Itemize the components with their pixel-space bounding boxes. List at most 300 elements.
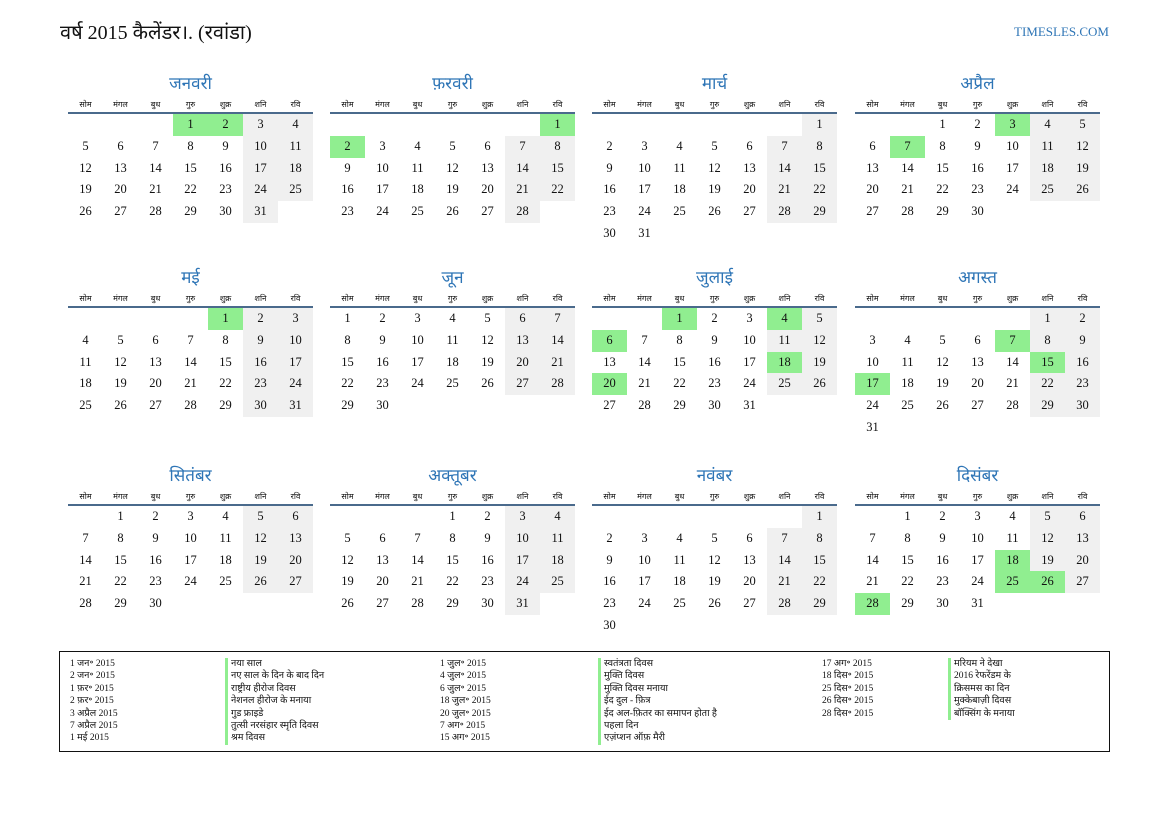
day-cell[interactable]: 13 [114, 160, 127, 175]
day-cell[interactable]: 8 [187, 138, 194, 153]
day-cell[interactable]: 4 [904, 332, 911, 347]
day-cell[interactable]: 16 [481, 552, 494, 567]
day-cell[interactable]: 10 [184, 530, 197, 545]
day-cell[interactable]: 4 [1009, 509, 1016, 523]
day-cell[interactable]: 26 [243, 571, 278, 593]
day-cell[interactable]: 25 [767, 373, 802, 395]
holiday-day-cell[interactable]: 2 [208, 114, 243, 136]
day-cell[interactable]: 11 [901, 354, 914, 369]
day-cell[interactable]: 15 [901, 552, 914, 567]
day-cell[interactable]: 16 [971, 160, 984, 175]
day-cell[interactable]: 15 [802, 158, 837, 180]
day-cell[interactable]: 8 [540, 136, 575, 158]
day-cell[interactable]: 10 [971, 530, 984, 545]
day-cell[interactable]: 8 [802, 136, 837, 158]
day-cell[interactable]: 6 [974, 332, 981, 347]
day-cell[interactable]: 30 [936, 596, 949, 611]
day-cell[interactable]: 30 [376, 398, 389, 413]
day-cell[interactable]: 22 [1030, 373, 1065, 395]
day-cell[interactable]: 21 [901, 182, 914, 197]
day-cell[interactable]: 23 [219, 182, 232, 197]
day-cell[interactable]: 27 [376, 596, 389, 611]
day-cell[interactable]: 24 [743, 376, 756, 391]
day-cell[interactable]: 20 [743, 574, 756, 589]
day-cell[interactable]: 10 [411, 332, 424, 347]
day-cell[interactable]: 8 [344, 332, 351, 347]
day-cell[interactable]: 4 [222, 509, 229, 523]
holiday-day-cell[interactable]: 7 [995, 330, 1030, 352]
day-cell[interactable]: 4 [676, 138, 683, 153]
day-cell[interactable]: 14 [184, 354, 197, 369]
day-cell[interactable]: 26 [936, 398, 949, 413]
day-cell[interactable]: 2 [939, 509, 946, 523]
day-cell[interactable]: 17 [638, 182, 651, 197]
day-cell[interactable]: 9 [939, 530, 946, 545]
day-cell[interactable]: 29 [184, 204, 197, 219]
day-cell[interactable]: 28 [184, 398, 197, 413]
day-cell[interactable]: 20 [114, 182, 127, 197]
day-cell[interactable]: 29 [802, 593, 837, 615]
day-cell[interactable]: 25 [278, 179, 313, 201]
day-cell[interactable]: 3 [641, 138, 648, 153]
day-cell[interactable]: 25 [411, 204, 424, 219]
day-cell[interactable]: 15 [673, 354, 686, 369]
day-cell[interactable]: 27 [481, 204, 494, 219]
day-cell[interactable]: 13 [603, 354, 616, 369]
day-cell[interactable]: 13 [505, 330, 540, 352]
day-cell[interactable]: 3 [505, 506, 540, 528]
day-cell[interactable]: 18 [673, 182, 686, 197]
day-cell[interactable]: 12 [481, 332, 494, 347]
day-cell[interactable]: 15 [446, 552, 459, 567]
day-cell[interactable]: 4 [540, 506, 575, 528]
day-cell[interactable]: 18 [446, 354, 459, 369]
holiday-day-cell[interactable]: 7 [890, 136, 925, 158]
day-cell[interactable]: 19 [708, 182, 721, 197]
day-cell[interactable]: 9 [974, 138, 981, 153]
day-cell[interactable]: 1 [449, 509, 456, 523]
day-cell[interactable]: 29 [446, 596, 459, 611]
day-cell[interactable]: 25 [901, 398, 914, 413]
day-cell[interactable]: 9 [1065, 330, 1100, 352]
day-cell[interactable]: 30 [708, 398, 721, 413]
day-cell[interactable]: 19 [79, 182, 92, 197]
day-cell[interactable]: 2 [152, 509, 159, 523]
day-cell[interactable]: 28 [901, 204, 914, 219]
day-cell[interactable]: 16 [376, 354, 389, 369]
day-cell[interactable]: 19 [243, 550, 278, 572]
day-cell[interactable]: 6 [117, 138, 124, 153]
day-cell[interactable]: 31 [505, 593, 540, 615]
day-cell[interactable]: 10 [376, 160, 389, 175]
day-cell[interactable]: 12 [243, 528, 278, 550]
day-cell[interactable]: 16 [219, 160, 232, 175]
day-cell[interactable]: 17 [376, 182, 389, 197]
day-cell[interactable]: 31 [971, 596, 984, 611]
day-cell[interactable]: 11 [673, 552, 686, 567]
day-cell[interactable]: 8 [222, 332, 229, 347]
day-cell[interactable]: 6 [152, 332, 159, 347]
holiday-day-cell[interactable]: 1 [540, 114, 575, 136]
day-cell[interactable]: 27 [149, 398, 162, 413]
day-cell[interactable]: 6 [869, 138, 876, 153]
day-cell[interactable]: 25 [540, 571, 575, 593]
day-cell[interactable]: 4 [449, 311, 456, 325]
day-cell[interactable]: 10 [505, 528, 540, 550]
day-cell[interactable]: 14 [149, 160, 162, 175]
day-cell[interactable]: 26 [1065, 179, 1100, 201]
day-cell[interactable]: 8 [449, 530, 456, 545]
day-cell[interactable]: 19 [1030, 550, 1065, 572]
day-cell[interactable]: 31 [243, 201, 278, 223]
day-cell[interactable]: 1 [939, 117, 946, 131]
day-cell[interactable]: 5 [1065, 114, 1100, 136]
day-cell[interactable]: 30 [971, 204, 984, 219]
day-cell[interactable]: 26 [114, 398, 127, 413]
day-cell[interactable]: 25 [1030, 179, 1065, 201]
day-cell[interactable]: 6 [278, 506, 313, 528]
day-cell[interactable]: 9 [484, 530, 491, 545]
day-cell[interactable]: 16 [936, 552, 949, 567]
day-cell[interactable]: 3 [974, 509, 981, 523]
holiday-day-cell[interactable]: 3 [995, 114, 1030, 136]
day-cell[interactable]: 5 [344, 530, 351, 545]
day-cell[interactable]: 2 [711, 311, 718, 325]
day-cell[interactable]: 18 [278, 158, 313, 180]
day-cell[interactable]: 11 [219, 530, 232, 545]
day-cell[interactable]: 20 [971, 376, 984, 391]
day-cell[interactable]: 17 [638, 574, 651, 589]
day-cell[interactable]: 12 [708, 552, 721, 567]
day-cell[interactable]: 13 [278, 528, 313, 550]
day-cell[interactable]: 4 [278, 114, 313, 136]
day-cell[interactable]: 16 [149, 552, 162, 567]
day-cell[interactable]: 10 [866, 354, 879, 369]
day-cell[interactable]: 22 [540, 179, 575, 201]
day-cell[interactable]: 29 [901, 596, 914, 611]
day-cell[interactable]: 19 [341, 574, 354, 589]
day-cell[interactable]: 11 [79, 354, 92, 369]
day-cell[interactable]: 23 [936, 574, 949, 589]
day-cell[interactable]: 11 [673, 160, 686, 175]
day-cell[interactable]: 22 [802, 571, 837, 593]
day-cell[interactable]: 22 [184, 182, 197, 197]
day-cell[interactable]: 3 [278, 308, 313, 330]
day-cell[interactable]: 27 [278, 571, 313, 593]
day-cell[interactable]: 22 [446, 574, 459, 589]
day-cell[interactable]: 24 [1006, 182, 1019, 197]
day-cell[interactable]: 12 [341, 552, 354, 567]
day-cell[interactable]: 12 [114, 354, 127, 369]
day-cell[interactable]: 9 [344, 160, 351, 175]
day-cell[interactable]: 3 [414, 311, 421, 325]
day-cell[interactable]: 6 [746, 530, 753, 545]
holiday-day-cell[interactable]: 26 [1030, 571, 1065, 593]
day-cell[interactable]: 24 [638, 596, 651, 611]
day-cell[interactable]: 23 [243, 373, 278, 395]
day-cell[interactable]: 23 [341, 204, 354, 219]
day-cell[interactable]: 11 [540, 528, 575, 550]
day-cell[interactable]: 31 [638, 225, 651, 240]
day-cell[interactable]: 3 [869, 332, 876, 347]
day-cell[interactable]: 21 [540, 352, 575, 374]
day-cell[interactable]: 15 [341, 354, 354, 369]
holiday-day-cell[interactable]: 28 [855, 593, 890, 615]
day-cell[interactable]: 10 [278, 330, 313, 352]
day-cell[interactable]: 18 [79, 376, 92, 391]
day-cell[interactable]: 14 [1006, 354, 1019, 369]
day-cell[interactable]: 21 [505, 179, 540, 201]
day-cell[interactable]: 29 [219, 398, 232, 413]
holiday-day-cell[interactable]: 17 [855, 373, 890, 395]
day-cell[interactable]: 5 [449, 138, 456, 153]
day-cell[interactable]: 4 [414, 138, 421, 153]
day-cell[interactable]: 19 [114, 376, 127, 391]
day-cell[interactable]: 22 [219, 376, 232, 391]
day-cell[interactable]: 23 [376, 376, 389, 391]
day-cell[interactable]: 21 [767, 571, 802, 593]
day-cell[interactable]: 19 [1065, 158, 1100, 180]
day-cell[interactable]: 24 [184, 574, 197, 589]
day-cell[interactable]: 5 [82, 138, 89, 153]
day-cell[interactable]: 28 [540, 373, 575, 395]
day-cell[interactable]: 23 [708, 376, 721, 391]
day-cell[interactable]: 12 [1030, 528, 1065, 550]
day-cell[interactable]: 21 [767, 179, 802, 201]
day-cell[interactable]: 16 [243, 352, 278, 374]
day-cell[interactable]: 9 [243, 330, 278, 352]
day-cell[interactable]: 5 [802, 308, 837, 330]
day-cell[interactable]: 21 [638, 376, 651, 391]
day-cell[interactable]: 26 [481, 376, 494, 391]
day-cell[interactable]: 14 [540, 330, 575, 352]
holiday-day-cell[interactable]: 1 [662, 308, 697, 330]
day-cell[interactable]: 30 [603, 617, 616, 632]
day-cell[interactable]: 24 [971, 574, 984, 589]
day-cell[interactable]: 13 [866, 160, 879, 175]
holiday-day-cell[interactable]: 20 [592, 373, 627, 395]
day-cell[interactable]: 20 [1065, 550, 1100, 572]
day-cell[interactable]: 17 [505, 550, 540, 572]
day-cell[interactable]: 14 [901, 160, 914, 175]
day-cell[interactable]: 10 [743, 332, 756, 347]
day-cell[interactable]: 14 [411, 552, 424, 567]
day-cell[interactable]: 27 [971, 398, 984, 413]
day-cell[interactable]: 1 [1030, 308, 1065, 330]
day-cell[interactable]: 5 [117, 332, 124, 347]
day-cell[interactable]: 30 [481, 596, 494, 611]
day-cell[interactable]: 8 [117, 530, 124, 545]
day-cell[interactable]: 11 [278, 136, 313, 158]
day-cell[interactable]: 19 [481, 354, 494, 369]
day-cell[interactable]: 26 [708, 596, 721, 611]
day-cell[interactable]: 17 [184, 552, 197, 567]
day-cell[interactable]: 20 [481, 182, 494, 197]
day-cell[interactable]: 16 [708, 354, 721, 369]
day-cell[interactable]: 25 [219, 574, 232, 589]
day-cell[interactable]: 27 [1065, 571, 1100, 593]
day-cell[interactable]: 25 [673, 596, 686, 611]
day-cell[interactable]: 27 [866, 204, 879, 219]
day-cell[interactable]: 19 [802, 352, 837, 374]
day-cell[interactable]: 4 [676, 530, 683, 545]
day-cell[interactable]: 8 [939, 138, 946, 153]
holiday-day-cell[interactable]: 2 [330, 136, 365, 158]
day-cell[interactable]: 22 [901, 574, 914, 589]
day-cell[interactable]: 26 [79, 204, 92, 219]
day-cell[interactable]: 6 [379, 530, 386, 545]
day-cell[interactable]: 28 [411, 596, 424, 611]
day-cell[interactable]: 6 [505, 308, 540, 330]
day-cell[interactable]: 30 [219, 204, 232, 219]
day-cell[interactable]: 18 [1030, 158, 1065, 180]
day-cell[interactable]: 16 [603, 182, 616, 197]
day-cell[interactable]: 14 [866, 552, 879, 567]
day-cell[interactable]: 8 [802, 528, 837, 550]
day-cell[interactable]: 27 [603, 398, 616, 413]
day-cell[interactable]: 29 [802, 201, 837, 223]
day-cell[interactable]: 28 [149, 204, 162, 219]
day-cell[interactable]: 21 [149, 182, 162, 197]
day-cell[interactable]: 7 [540, 308, 575, 330]
day-cell[interactable]: 2 [606, 530, 613, 545]
holiday-day-cell[interactable]: 18 [995, 550, 1030, 572]
day-cell[interactable]: 28 [1006, 398, 1019, 413]
day-cell[interactable]: 9 [152, 530, 159, 545]
day-cell[interactable]: 17 [243, 158, 278, 180]
day-cell[interactable]: 9 [711, 332, 718, 347]
day-cell[interactable]: 11 [1006, 530, 1019, 545]
day-cell[interactable]: 26 [446, 204, 459, 219]
day-cell[interactable]: 3 [641, 530, 648, 545]
day-cell[interactable]: 28 [638, 398, 651, 413]
holiday-day-cell[interactable]: 6 [592, 330, 627, 352]
day-cell[interactable]: 14 [767, 158, 802, 180]
day-cell[interactable]: 20 [866, 182, 879, 197]
day-cell[interactable]: 1 [802, 506, 837, 528]
day-cell[interactable]: 22 [936, 182, 949, 197]
holiday-day-cell[interactable]: 1 [208, 308, 243, 330]
day-cell[interactable]: 25 [446, 376, 459, 391]
day-cell[interactable]: 7 [767, 528, 802, 550]
day-cell[interactable]: 12 [446, 160, 459, 175]
day-cell[interactable]: 23 [149, 574, 162, 589]
day-cell[interactable]: 6 [484, 138, 491, 153]
day-cell[interactable]: 27 [743, 204, 756, 219]
day-cell[interactable]: 11 [767, 330, 802, 352]
holiday-day-cell[interactable]: 18 [767, 352, 802, 374]
day-cell[interactable]: 7 [414, 530, 421, 545]
day-cell[interactable]: 15 [540, 158, 575, 180]
day-cell[interactable]: 29 [341, 398, 354, 413]
day-cell[interactable]: 7 [641, 332, 648, 347]
day-cell[interactable]: 18 [901, 376, 914, 391]
day-cell[interactable]: 10 [638, 160, 651, 175]
day-cell[interactable]: 13 [743, 552, 756, 567]
day-cell[interactable]: 13 [376, 552, 389, 567]
day-cell[interactable]: 27 [743, 596, 756, 611]
day-cell[interactable]: 7 [869, 530, 876, 545]
day-cell[interactable]: 27 [505, 373, 540, 395]
day-cell[interactable]: 15 [936, 160, 949, 175]
day-cell[interactable]: 5 [1030, 506, 1065, 528]
day-cell[interactable]: 28 [79, 596, 92, 611]
day-cell[interactable]: 2 [1065, 308, 1100, 330]
day-cell[interactable]: 29 [114, 596, 127, 611]
holiday-day-cell[interactable]: 15 [1030, 352, 1065, 374]
day-cell[interactable]: 14 [79, 552, 92, 567]
day-cell[interactable]: 1 [344, 311, 351, 325]
day-cell[interactable]: 12 [1065, 136, 1100, 158]
day-cell[interactable]: 23 [603, 204, 616, 219]
day-cell[interactable]: 17 [971, 552, 984, 567]
day-cell[interactable]: 21 [411, 574, 424, 589]
day-cell[interactable]: 17 [411, 354, 424, 369]
holiday-day-cell[interactable]: 25 [995, 571, 1030, 593]
day-cell[interactable]: 29 [936, 204, 949, 219]
day-cell[interactable]: 22 [341, 376, 354, 391]
day-cell[interactable]: 19 [446, 182, 459, 197]
day-cell[interactable]: 15 [114, 552, 127, 567]
day-cell[interactable]: 31 [866, 419, 879, 434]
day-cell[interactable]: 17 [1006, 160, 1019, 175]
day-cell[interactable]: 10 [638, 552, 651, 567]
day-cell[interactable]: 19 [708, 574, 721, 589]
day-cell[interactable]: 24 [505, 571, 540, 593]
day-cell[interactable]: 21 [184, 376, 197, 391]
day-cell[interactable]: 3 [746, 311, 753, 325]
day-cell[interactable]: 26 [341, 596, 354, 611]
day-cell[interactable]: 12 [79, 160, 92, 175]
day-cell[interactable]: 5 [243, 506, 278, 528]
day-cell[interactable]: 24 [278, 373, 313, 395]
day-cell[interactable]: 7 [82, 530, 89, 545]
day-cell[interactable]: 6 [746, 138, 753, 153]
day-cell[interactable]: 7 [505, 136, 540, 158]
day-cell[interactable]: 2 [606, 138, 613, 153]
day-cell[interactable]: 5 [939, 332, 946, 347]
day-cell[interactable]: 15 [219, 354, 232, 369]
day-cell[interactable]: 7 [187, 332, 194, 347]
day-cell[interactable]: 24 [638, 204, 651, 219]
day-cell[interactable]: 31 [743, 398, 756, 413]
day-cell[interactable]: 22 [802, 179, 837, 201]
day-cell[interactable]: 11 [1030, 136, 1065, 158]
day-cell[interactable]: 14 [767, 550, 802, 572]
day-cell[interactable]: 30 [603, 225, 616, 240]
day-cell[interactable]: 23 [481, 574, 494, 589]
day-cell[interactable]: 29 [1030, 395, 1065, 417]
day-cell[interactable]: 13 [481, 160, 494, 175]
day-cell[interactable]: 20 [376, 574, 389, 589]
day-cell[interactable]: 11 [446, 332, 459, 347]
day-cell[interactable]: 10 [243, 136, 278, 158]
day-cell[interactable]: 29 [673, 398, 686, 413]
day-cell[interactable]: 18 [673, 574, 686, 589]
day-cell[interactable]: 16 [341, 182, 354, 197]
day-cell[interactable]: 21 [79, 574, 92, 589]
day-cell[interactable]: 9 [606, 552, 613, 567]
day-cell[interactable]: 12 [802, 330, 837, 352]
holiday-day-cell[interactable]: 1 [173, 114, 208, 136]
site-link[interactable]: TIMESLES.COM [1014, 24, 1109, 39]
day-cell[interactable]: 15 [184, 160, 197, 175]
day-cell[interactable]: 23 [1065, 373, 1100, 395]
day-cell[interactable]: 8 [904, 530, 911, 545]
day-cell[interactable]: 9 [222, 138, 229, 153]
day-cell[interactable]: 2 [484, 509, 491, 523]
day-cell[interactable]: 30 [1065, 395, 1100, 417]
